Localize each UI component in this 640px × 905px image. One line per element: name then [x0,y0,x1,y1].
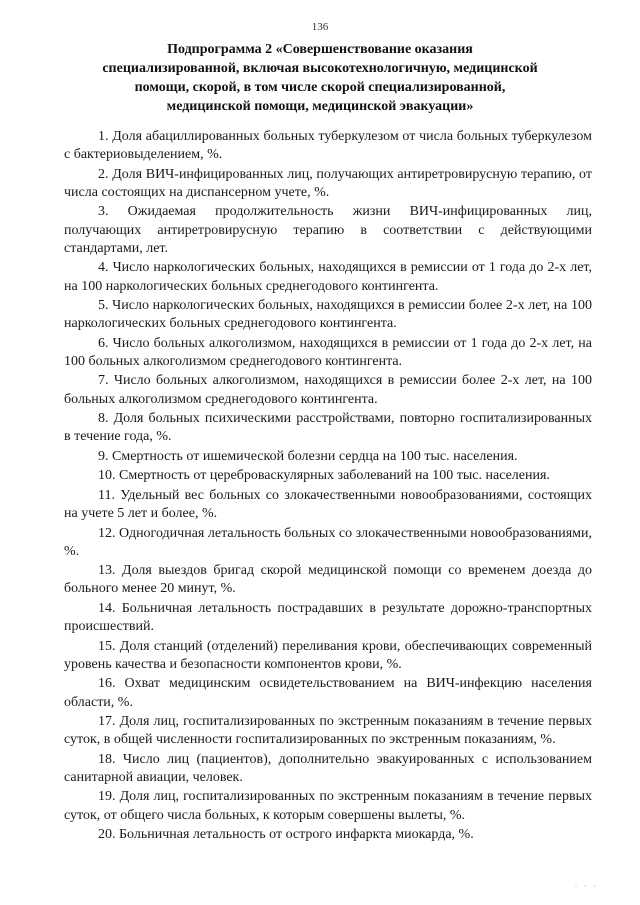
heading-line: помощи, скорой, в том числе скорой специализированной, [134,80,506,95]
indicator-item: 3. Ожидаемая продолжительность жизни ВИЧ-инфицированных лиц, получающих антиретровирусную терапию в соответствии с действующими стандартами, лет. [64,204,592,256]
indicator-list [64,128,592,846]
indicator-item: 7. Число больных алкоголизмом, находящихся в ремиссии более 2-х лет, на 100 больных алкоголизмом среднегодового контингента. [64,373,592,407]
indicator-item: 20. Больничная летальность от острого инфаркта миокарда, %. [98,827,474,843]
heading-line: специализированной, включая высокотехнологичную, медицинской [102,61,538,76]
indicator-item: 13. Доля выездов бригад скорой медицинской помощи со временем доезда до больного менее 20 минут, %. [64,563,592,597]
indicator-item: 4. Число наркологических больных, находящихся в ремиссии от 1 года до 2-х лет, на 100 наркологических больных среднегодового контингента. [64,260,592,294]
indicator-item: 14. Больничная летальность пострадавших в результате дорожно-транспортных происшествий. [64,600,592,635]
indicator-item: 12. Одногодичная летальность больных со злокачественными новообразованиями, %. [64,525,592,559]
heading-line: медицинской помощи, медицинской эвакуации» [166,99,474,114]
indicator-item: 17. Доля лиц, госпитализированных по экстренным показаниям в течение первых суток, в общей численности госпитализированных по экстренным показаниям, %. [64,714,592,748]
indicator-item: 8. Доля больных психическими расстройствами, повторно госпитализированных в течение года, %. [64,411,592,445]
indicator-item: 10. Смертность от цереброваскулярных заболеваний на 100 тыс. населения. [98,468,550,484]
heading-line: Подпрограмма 2 «Совершенствование оказания [167,42,473,57]
indicator-item: 6. Число больных алкоголизмом, находящихся в ремиссии от 1 года до 2-х лет, на 100 больных алкоголизмом среднегодового контингента. [64,335,592,369]
scan-artifact-mark: · · · [574,881,598,891]
indicator-item: 15. Доля станций (отделений) переливания крови, обеспечивающих современный уровень качества и безопасности компонентов крови, %. [64,638,592,672]
indicator-item: 9. Смертность от ишемической болезни сердца на 100 тыс. населения. [98,448,518,464]
indicator-item: 5. Число наркологических больных, находящихся в ремиссии более 2-х лет, на 100 наркологических больных среднегодового контингента. [64,298,592,332]
indicator-item: 16. Охват медицинским освидетельствованием на ВИЧ-инфекцию населения области, %. [64,676,592,710]
indicator-item: 18. Число лиц (пациентов), дополнительно эвакуированных с использованием санитарной авиации, человек. [64,751,592,785]
indicator-item: 1. Доля абациллированных больных туберкулезом от числа больных туберкулезом с бактериовыделением, %. [64,129,592,163]
indicator-item: 19. Доля лиц, госпитализированных по экстренным показаниям в течение первых суток, от общего числа больных, к которым совершены вылеты, %. [64,789,592,823]
page-number: 136 [311,21,329,33]
indicator-item: 11. Удельный вес больных со злокачественными новообразованиями, состоящих на учете 5 лет и более, %. [64,487,592,522]
subprogram-heading [70,40,570,116]
indicator-item: 2. Доля ВИЧ-инфицированных лиц, получающих антиретровирусную терапию, от числа состоящих на диспансерном учете, %. [64,166,592,200]
